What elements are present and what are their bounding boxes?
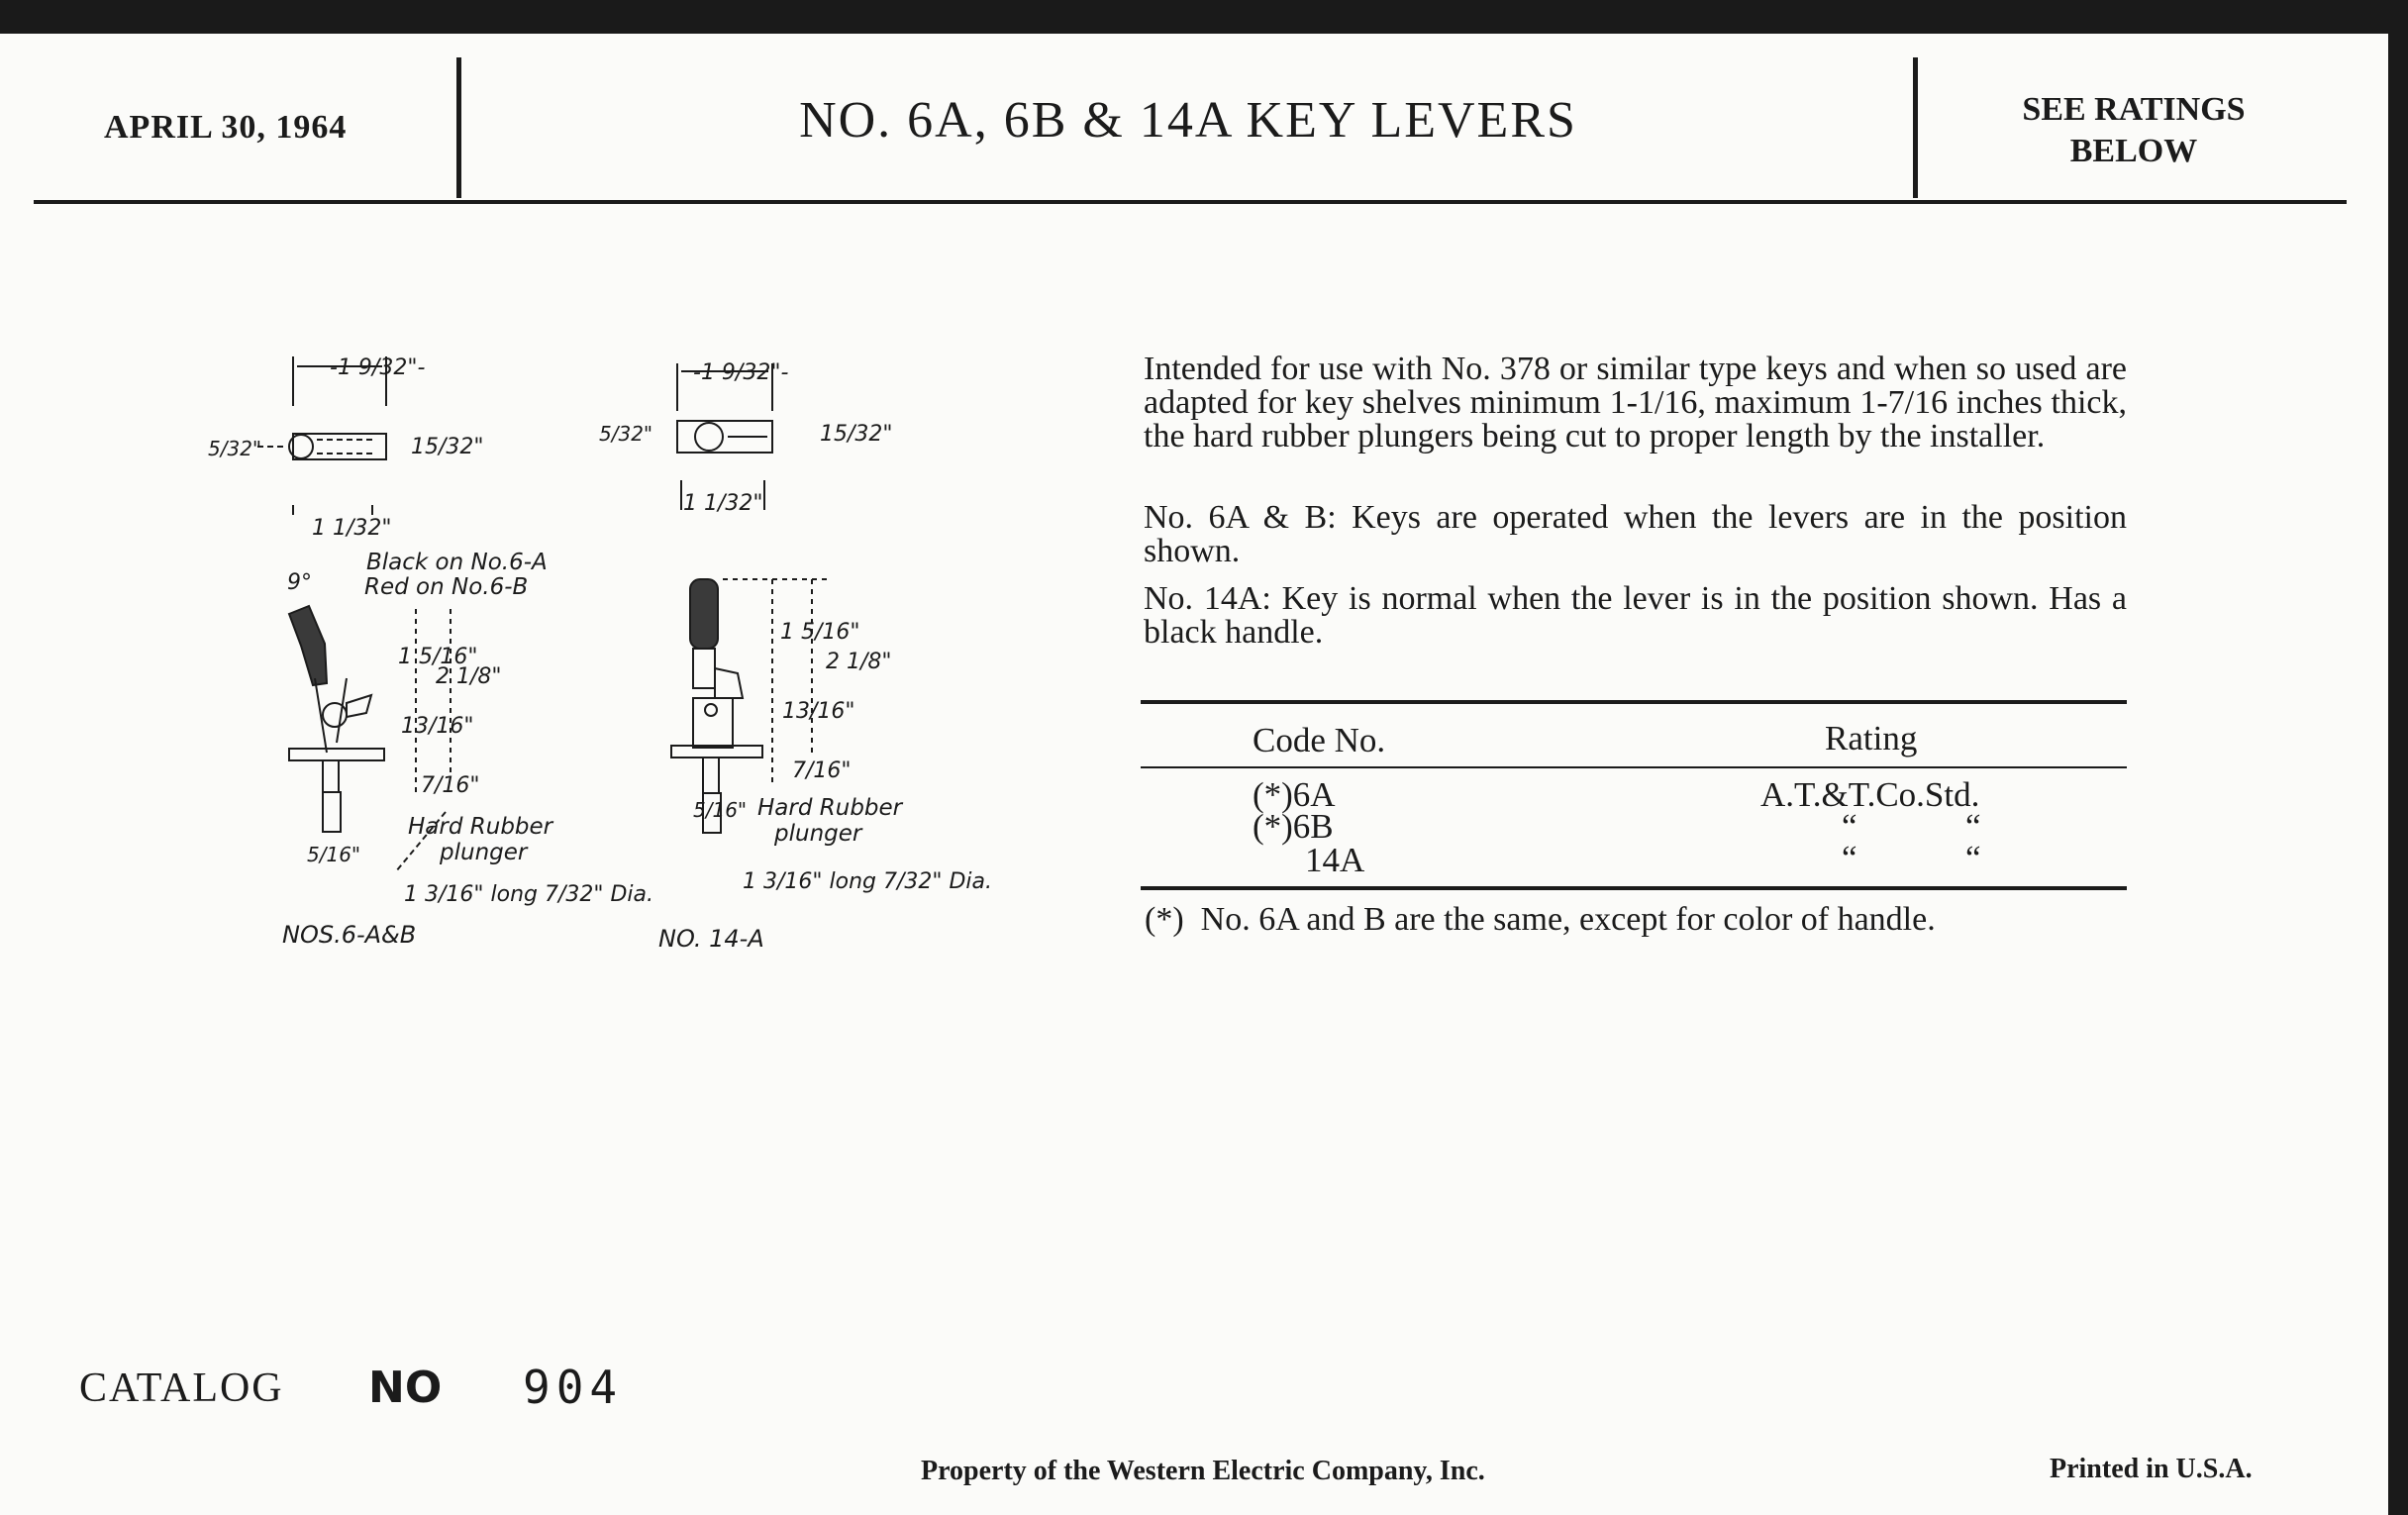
intro-text: Intended for use with No. 378 or similar type keys and when so used are adapted for key shelves minimum 1-1/16, maximum 1-7/16 inches thick, the hard rubber plungers being cut to proper length by the installer. [1144,351,2127,454]
svg-text:13/16": 13/16" [782,699,855,724]
table-footnote: (*) No. 6A and B are the same, except for color of handle. [1145,901,1936,938]
svg-text:1 1/32": 1 1/32" [312,516,392,541]
table-row-rating: “ “ [1842,839,1983,877]
column-header-rating: Rating [1825,719,1918,758]
svg-text:1 5/16": 1 5/16" [780,620,860,645]
see-ratings-note [1956,89,2312,172]
issue-date: APRIL 30, 1964 [104,109,348,146]
svg-text:5/32": 5/32" [208,437,262,460]
color-note-1: Black on No.6-A [366,550,548,575]
footer-printed: Printed in U.S.A. [2050,1454,2253,1484]
footer-property: Property of the Western Electric Company, Inc. [921,1456,1485,1486]
table-row-code: (*)6B [1253,807,1334,846]
svg-text:5/16": 5/16" [307,843,361,866]
svg-text:-1 9/32"-: -1 9/32"- [693,360,789,385]
svg-text:5/16": 5/16" [693,798,748,822]
drawing-14a-caption: NO. 14-A [658,925,764,953]
table-top-rule [1141,700,2127,704]
svg-text:15/32": 15/32" [411,435,484,459]
header-divider-left [456,57,461,198]
see-ratings-line1: SEE RATINGS [2022,91,2246,128]
catalog-no-label: NO [368,1363,443,1413]
note-14a-text: Key is normal when the lever is in the position shown. Has a black handle. [1144,580,2127,651]
drawing-6ab [198,337,654,970]
table-row-rating: A.T.&T.Co.Std. [1760,775,1980,814]
header-rule [34,200,2347,204]
page-title: NO. 6A, 6B & 14A KEY LEVERS [799,92,1577,149]
color-note-2: Red on No.6-B [364,574,529,600]
drawing-14a [594,342,993,965]
table-bottom-rule [1141,886,2127,890]
header-divider-right [1913,57,1918,198]
note-6ab-label: No. 6A & B: [1144,499,1337,536]
note-6ab-text: Keys are operated when the levers are in the position shown. [1144,499,2127,569]
svg-text:7/16": 7/16" [421,773,480,798]
svg-text:5/32": 5/32" [599,422,653,446]
note-6ab [1144,501,2127,568]
note-14a-label: No. 14A: [1144,580,1271,617]
plunger-label-2: plunger [774,821,862,847]
plunger-spec: 1 3/16" long 7/32" Dia. [404,882,654,907]
svg-text:9°: 9° [287,570,312,595]
table-row-code: 14A [1305,841,1365,879]
svg-text:-1 9/32"-: -1 9/32"- [330,355,426,380]
catalog-label: CATALOG [79,1365,284,1411]
drawing-6ab-caption: NOS.6-A&B [282,921,417,949]
plunger-label-1: Hard Rubber [408,814,553,840]
plunger-label-2: plunger [440,840,528,865]
svg-text:1 1/32": 1 1/32" [683,491,763,516]
note-14a [1144,582,2127,650]
svg-text:1 5/16": 1 5/16" [398,645,478,669]
table-header-rule [1141,766,2127,768]
table-row-code: (*)6A [1253,775,1336,814]
description-intro [1144,353,2127,454]
catalog-number: 904 [523,1361,624,1414]
table-row-rating: “ “ [1842,807,1983,846]
svg-text:13/16": 13/16" [401,714,474,739]
plunger-spec: 1 3/16" long 7/32" Dia. [743,869,993,894]
plunger-label-1: Hard Rubber [757,795,903,821]
svg-text:2 1/8": 2 1/8" [436,664,502,689]
see-ratings-line2: BELOW [2069,133,2198,169]
column-header-code: Code No. [1253,721,1386,759]
svg-text:2 1/8": 2 1/8" [826,650,892,674]
svg-text:15/32": 15/32" [820,422,893,447]
svg-text:7/16": 7/16" [792,758,852,783]
